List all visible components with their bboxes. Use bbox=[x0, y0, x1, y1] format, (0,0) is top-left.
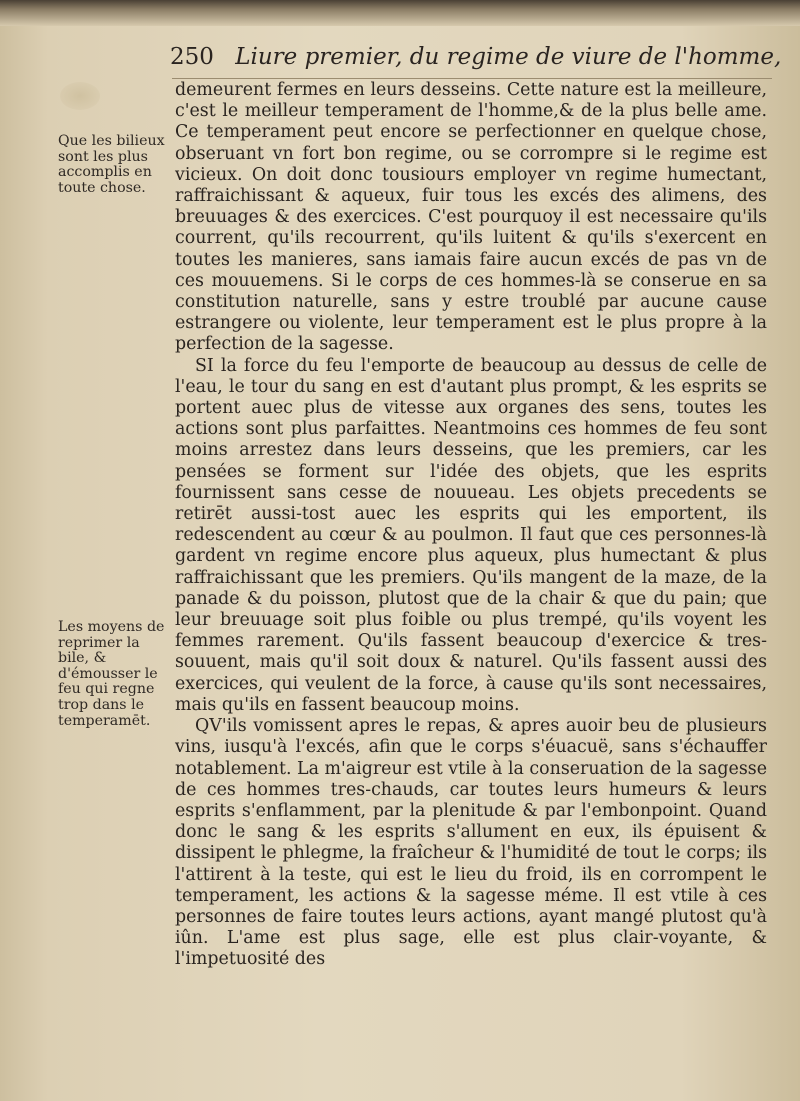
paragraph: SI la force du feu l'emporte de beaucoup au dessus de celle de l'eau, le tour du sang en est d'autant plus prompt, & les esprits se portent auec plus de vitesse aux organes des sens, toutes les actions sont plus parfaittes. Neantmoins ces hommes de feu sont moins arrestez dans leurs desseins, que les premiers, car les pensées se forment sur l'idée des objets, que les esprits fournissent sans cesse de nouueau. Les objets precedents se retirēt aussi-tost auec les esprits qui les emportent, ils redescendent au cœur & au poulmon. Il faut que ces personnes-là gardent vn regime encore plus aqueux, plus humectant & plus raffraichissant que les premiers. Qu'ils mangent de la maze, de la panade & du poisson, plutost que de la chair & que du pain; que leur breuuage soit plus foible ou plus trempé, qu'ils voyent les femmes rarement. Qu'ils fassent beaucoup d'exercice & tres-souuent, mais qu'il soit doux & naturel. Qu'ils fassent aussi des exercices, qui veulent de la force, à cause qu'ils sont necessaires, mais qu'ils en fassent beaucoup moins. bbox=[175, 355, 767, 715]
body-text bbox=[175, 80, 767, 971]
page-number: 250 bbox=[170, 44, 214, 70]
margin-note-bilieux: Que les bilieux sont les plus accomplis en toute chose. bbox=[58, 133, 165, 196]
paragraph: demeurent fermes en leurs desseins. Cette nature est la meilleure, c'est le meilleur temperament de l'homme,& de la plus belle ame. Ce temperament peut encore se perfectionner en quelque chose, obseruant vn fort bon regime, ou se corrompre si le regime est vicieux. On doit donc tousiours employer vn regime humectant, raffraichissant & aqueux, fuir tous les excés des alimens, des breuuages & des exercices. C'est pourquoy il est necessaire qu'ils courrent, qu'ils recourrent, qu'ils luitent & qu'ils s'exercent en toutes les manieres, sans iamais faire aucun excés de pas vn de ces mouuemens. Si le corps de ces hommes-là se conserue en sa constitution naturelle, sans y estre troublé par aucune cause estrangere ou violente, leur temperament est le plus propre à la perfection de la sagesse. bbox=[175, 80, 767, 355]
margin-note-reprimer-bile: Les moyens de reprimer la bile, & d'émousser le feu qui regne trop dans le temperamēt. bbox=[58, 619, 165, 729]
running-title: Liure premier, du regime de viure de l'homme, bbox=[235, 44, 782, 70]
page-top-edge bbox=[0, 0, 800, 26]
page-header bbox=[170, 44, 780, 78]
paragraph: QV'ils vomissent apres le repas, & apres auoir beu de plusieurs vins, iusqu'à l'excés, afin que le corps s'éuacuë, sans s'échauffer notablement. La m'aigreur est vtile à la conseruation de la sagesse de ces hommes tres-chauds, car toutes leurs humeurs & leurs esprits s'enflamment, par la plenitude & par l'embonpoint. Quand donc le sang & les esprits s'allument en eux, ils épuisent & dissipent le phlegme, la fraîcheur & l'humidité de tout le corps; ils l'attirent à la teste, qui est le lieu du froid, ils en corrompent le temperament, les actions & la sagesse méme. Il est vtile à ces personnes de faire toutes leurs actions, ayant mangé plutost qu'à iûn. L'ame est plus sage, elle est plus clair-voyante, & l'impetuosité des bbox=[175, 716, 767, 970]
paper-stain bbox=[60, 82, 100, 110]
header-rule bbox=[172, 78, 772, 79]
